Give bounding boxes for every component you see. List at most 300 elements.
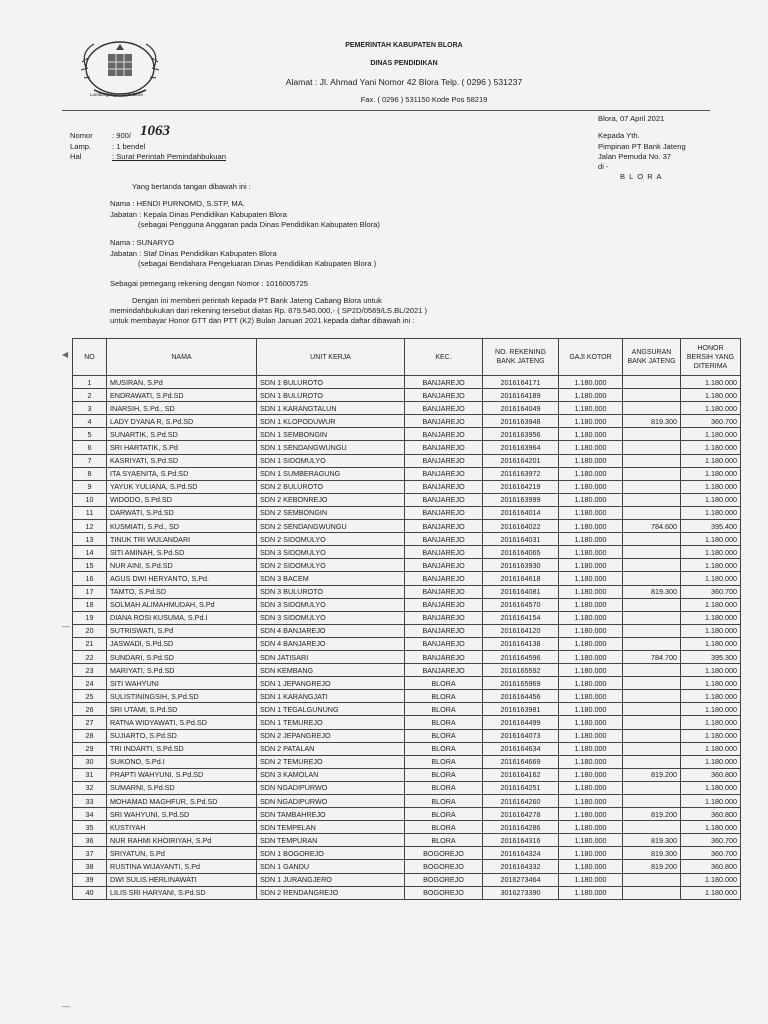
cell-nama: TINUK TRI WULANDARI — [107, 533, 257, 546]
cell-rekening: 2016163964 — [483, 441, 559, 454]
cell-kec: BANJAREJO — [405, 611, 483, 624]
cell-gaji-kotor: 1.180.000 — [559, 755, 623, 768]
cell-no: 31 — [73, 768, 107, 781]
table-row — [73, 690, 741, 703]
cell-honor-bersih: 1.180.000 — [681, 546, 741, 559]
cell-no: 36 — [73, 834, 107, 847]
logo-motto: Lumbung Jaya Bumi Blora — [90, 92, 143, 97]
cell-honor-bersih: 1.180.000 — [681, 467, 741, 480]
cell-honor-bersih: 1.180.000 — [681, 781, 741, 794]
cell-nama: DIANA ROSI KUSUMA, S.Pd.I — [107, 611, 257, 624]
cell-rekening: 2016164456 — [483, 690, 559, 703]
cell-gaji-kotor: 1.180.000 — [559, 506, 623, 519]
cell-rekening: 2016164669 — [483, 755, 559, 768]
cell-kec: BLORA — [405, 834, 483, 847]
cell-rekening: 2016163972 — [483, 467, 559, 480]
table-header-row — [73, 339, 741, 376]
signer1-name: Nama : HENDI PURNOMO, S.STP, MA. — [110, 199, 245, 208]
table-row — [73, 860, 741, 873]
cell-no: 39 — [73, 873, 107, 886]
cell-nama: SUMARNI, S.Pd.SD — [107, 781, 257, 794]
cell-gaji-kotor: 1.180.000 — [559, 834, 623, 847]
recipient-line-1: Kepada Yth. — [598, 131, 640, 140]
body-line-1: Dengan ini memberi perintah kepada PT Bank Jateng Cabang Blora untuk — [132, 296, 382, 305]
cell-unit-kerja: SDN 1 TEGALGUNUNG — [257, 703, 405, 716]
cell-rekening: 2016164171 — [483, 376, 559, 389]
cell-unit-kerja: SDN 2 TEMUREJO — [257, 755, 405, 768]
cell-gaji-kotor: 1.180.000 — [559, 467, 623, 480]
cell-nama: SUTRISWATI, S.Pd — [107, 624, 257, 637]
cell-rekening: 2016164219 — [483, 480, 559, 493]
cell-kec: BANJAREJO — [405, 480, 483, 493]
cell-no: 8 — [73, 467, 107, 480]
cell-kec: BANJAREJO — [405, 402, 483, 415]
cell-angsuran — [623, 480, 681, 493]
cell-kec: BLORA — [405, 703, 483, 716]
cell-kec: BANJAREJO — [405, 441, 483, 454]
cell-nama: WIDODO, S.Pd.SD — [107, 493, 257, 506]
cell-no: 15 — [73, 559, 107, 572]
cell-honor-bersih: 1.180.000 — [681, 533, 741, 546]
cell-rekening: 2016164162 — [483, 768, 559, 781]
cell-unit-kerja: SDN 1 KLOPODUWUR — [257, 415, 405, 428]
cell-no: 30 — [73, 755, 107, 768]
cell-angsuran — [623, 821, 681, 834]
table-row — [73, 546, 741, 559]
cell-no: 17 — [73, 585, 107, 598]
cell-unit-kerja: SDN 1 KARANGJATI — [257, 690, 405, 703]
cell-angsuran: 819.300 — [623, 847, 681, 860]
cell-rekening: 2016164081 — [483, 585, 559, 598]
cell-gaji-kotor: 1.180.000 — [559, 559, 623, 572]
table-row — [73, 441, 741, 454]
cell-honor-bersih: 1.180.000 — [681, 572, 741, 585]
cell-nama: KASRIYATI, S.Pd.SD — [107, 454, 257, 467]
cell-nama: TRI INDARTI, S.Pd.SD — [107, 742, 257, 755]
cell-rekening: 2016164332 — [483, 860, 559, 873]
recipient-line-2: Pimpinan PT Bank Jateng — [598, 142, 686, 151]
cell-nama: SRI UTAMI, S.Pd.SD — [107, 703, 257, 716]
cell-rekening: 2016164634 — [483, 742, 559, 755]
table-row — [73, 402, 741, 415]
cell-nama: DWI SULIS HERLINAWATI — [107, 873, 257, 886]
cell-honor-bersih: 1.180.000 — [681, 703, 741, 716]
cell-nama: SRIYATUN, S.Pd — [107, 847, 257, 860]
cell-honor-bersih: 1.180.000 — [681, 690, 741, 703]
cell-honor-bersih: 1.180.000 — [681, 664, 741, 677]
cell-no: 38 — [73, 860, 107, 873]
cell-kec: BLORA — [405, 716, 483, 729]
cell-kec: BANJAREJO — [405, 454, 483, 467]
cell-no: 7 — [73, 454, 107, 467]
cell-nama: TAMTO, S.Pd.SD — [107, 585, 257, 598]
cell-rekening: 2016163930 — [483, 559, 559, 572]
cell-angsuran — [623, 690, 681, 703]
cell-honor-bersih: 360.800 — [681, 768, 741, 781]
recipient-line-4: di - — [598, 162, 609, 171]
office-name: DINAS PENDIDIKAN — [370, 60, 438, 67]
cell-unit-kerja: SDN NGADIPURWO — [257, 795, 405, 808]
cell-rekening: 2016165592 — [483, 664, 559, 677]
table-row — [73, 493, 741, 506]
cell-kec: BANJAREJO — [405, 637, 483, 650]
cell-gaji-kotor: 1.180.000 — [559, 768, 623, 781]
col-angsuran: ANGSURAN BANK JATENG — [623, 339, 681, 376]
table-row — [73, 834, 741, 847]
cell-rekening: 2016163999 — [483, 493, 559, 506]
cell-honor-bersih: 1.180.000 — [681, 716, 741, 729]
cell-honor-bersih: 1.180.000 — [681, 886, 741, 899]
cell-nama: MARIYATI, S.Pd.SD — [107, 664, 257, 677]
cell-unit-kerja: SDN 1 BOGOREJO — [257, 847, 405, 860]
table-row — [73, 559, 741, 572]
cell-angsuran — [623, 716, 681, 729]
cell-honor-bersih: 360.700 — [681, 415, 741, 428]
cell-unit-kerja: SDN JATISARI — [257, 650, 405, 663]
table-row — [73, 716, 741, 729]
cell-rekening: 2016164316 — [483, 834, 559, 847]
table-row — [73, 664, 741, 677]
cell-honor-bersih: 1.180.000 — [681, 624, 741, 637]
cell-kec: BOGOREJO — [405, 886, 483, 899]
cell-angsuran — [623, 467, 681, 480]
cell-nama: SITI WAHYUNI — [107, 677, 257, 690]
col-gaji-kotor: GAJI KOTOR — [559, 339, 623, 376]
cell-angsuran — [623, 441, 681, 454]
table-row — [73, 808, 741, 821]
cell-kec: BOGOREJO — [405, 847, 483, 860]
cell-no: 14 — [73, 546, 107, 559]
nomor-label: Nomor — [70, 131, 93, 140]
cell-unit-kerja: SDN 1 SENDANGWUNGU — [257, 441, 405, 454]
table-row — [73, 572, 741, 585]
cell-gaji-kotor: 1.180.000 — [559, 402, 623, 415]
office-address: Alamat : Jl. Ahmad Yani Nomor 42 Blora Telp. ( 0296 ) 531237 — [285, 77, 523, 87]
cell-nama: SUNARTIK, S.Pd.SD — [107, 428, 257, 441]
office-fax: Fax. ( 0296 ) 531150 Kode Pos 58219 — [360, 95, 488, 104]
cell-gaji-kotor: 1.180.000 — [559, 415, 623, 428]
cell-kec: BANJAREJO — [405, 376, 483, 389]
cell-unit-kerja: SDN 1 SUMBERAGUNG — [257, 467, 405, 480]
cell-honor-bersih: 1.180.000 — [681, 376, 741, 389]
cell-honor-bersih: 1.180.000 — [681, 428, 741, 441]
cell-kec: BANJAREJO — [405, 585, 483, 598]
cell-honor-bersih: 1.180.000 — [681, 611, 741, 624]
table-row — [73, 624, 741, 637]
cell-angsuran — [623, 781, 681, 794]
col-no: NO — [73, 339, 107, 376]
cell-unit-kerja: SDN 1 SIDOMULYO — [257, 454, 405, 467]
cell-gaji-kotor: 1.180.000 — [559, 821, 623, 834]
cell-angsuran — [623, 886, 681, 899]
cell-honor-bersih: 1.180.000 — [681, 873, 741, 886]
cell-rekening: 2016164073 — [483, 729, 559, 742]
table-row — [73, 598, 741, 611]
cell-gaji-kotor: 1.180.000 — [559, 572, 623, 585]
cell-rekening: 3016273390 — [483, 886, 559, 899]
table-row — [73, 755, 741, 768]
cell-unit-kerja: SDN 2 SENDANGWUNGU — [257, 520, 405, 533]
cell-kec: BANJAREJO — [405, 546, 483, 559]
cell-kec: BLORA — [405, 677, 483, 690]
col-kec: KEC. — [405, 339, 483, 376]
cell-kec: BANJAREJO — [405, 664, 483, 677]
cell-unit-kerja: SDN 3 KAMOLAN — [257, 768, 405, 781]
cell-gaji-kotor: 1.180.000 — [559, 585, 623, 598]
cell-rekening: 2016164324 — [483, 847, 559, 860]
cell-nama: INARSIH, S.Pd., SD — [107, 402, 257, 415]
cell-nama: SUNDARI, S.Pd.SD — [107, 650, 257, 663]
cell-gaji-kotor: 1.180.000 — [559, 690, 623, 703]
cell-unit-kerja: SDN 1 GANDU — [257, 860, 405, 873]
cell-gaji-kotor: 1.180.000 — [559, 598, 623, 611]
cell-rekening: 2016164189 — [483, 389, 559, 402]
table-row — [73, 742, 741, 755]
cell-honor-bersih: 1.180.000 — [681, 677, 741, 690]
table-row — [73, 650, 741, 663]
cell-rekening: 2016164120 — [483, 624, 559, 637]
cell-kec: BLORA — [405, 821, 483, 834]
cell-honor-bersih: 1.180.000 — [681, 742, 741, 755]
recipient-line-3: Jalan Pemuda No. 37 — [598, 152, 672, 161]
cell-unit-kerja: SDN 2 JEPANGREJO — [257, 729, 405, 742]
cell-honor-bersih: 1.180.000 — [681, 441, 741, 454]
cell-honor-bersih: 1.180.000 — [681, 598, 741, 611]
cell-angsuran — [623, 795, 681, 808]
table-row — [73, 454, 741, 467]
table-row — [73, 781, 741, 794]
cell-unit-kerja: SDN 3 BULUROTO — [257, 585, 405, 598]
cell-gaji-kotor: 1.180.000 — [559, 376, 623, 389]
cell-no: 16 — [73, 572, 107, 585]
cell-unit-kerja: SDN 3 SIDOMULYO — [257, 598, 405, 611]
cell-no: 29 — [73, 742, 107, 755]
cell-gaji-kotor: 1.180.000 — [559, 546, 623, 559]
cell-no: 37 — [73, 847, 107, 860]
cell-gaji-kotor: 1.180.000 — [559, 808, 623, 821]
cell-kec: BOGOREJO — [405, 860, 483, 873]
cell-angsuran — [623, 742, 681, 755]
cell-kec: BANJAREJO — [405, 389, 483, 402]
cell-angsuran — [623, 611, 681, 624]
nomor-value: : 900/ — [112, 131, 131, 140]
cell-no: 34 — [73, 808, 107, 821]
cell-unit-kerja: SDN 1 TEMUREJO — [257, 716, 405, 729]
table-row — [73, 847, 741, 860]
cell-rekening: 2016163956 — [483, 428, 559, 441]
table-row — [73, 467, 741, 480]
recipient-city: B L O R A — [620, 172, 663, 181]
cell-angsuran: 784.600 — [623, 520, 681, 533]
cell-honor-bersih: 360.700 — [681, 585, 741, 598]
hal-label: Hal — [70, 152, 82, 161]
cell-no: 3 — [73, 402, 107, 415]
cell-rekening: 2016164065 — [483, 546, 559, 559]
cell-angsuran — [623, 624, 681, 637]
cell-no: 20 — [73, 624, 107, 637]
payment-table — [72, 338, 741, 900]
cell-rekening: 2016164499 — [483, 716, 559, 729]
cell-kec: BANJAREJO — [405, 415, 483, 428]
cell-gaji-kotor: 1.180.000 — [559, 729, 623, 742]
cell-angsuran — [623, 389, 681, 402]
cell-unit-kerja: SDN 1 SEMBONGIN — [257, 428, 405, 441]
hal-value: : Surat Perintah Pemindahbukuan — [112, 152, 226, 161]
cell-angsuran — [623, 755, 681, 768]
cell-rekening: 2016165969 — [483, 677, 559, 690]
table-row — [73, 677, 741, 690]
table-row — [73, 428, 741, 441]
cell-nama: SUJIARTO, S.Pd.SD — [107, 729, 257, 742]
cell-no: 6 — [73, 441, 107, 454]
cell-kec: BANJAREJO — [405, 506, 483, 519]
cell-gaji-kotor: 1.180.000 — [559, 533, 623, 546]
cell-gaji-kotor: 1.180.000 — [559, 428, 623, 441]
cell-kec: BANJAREJO — [405, 467, 483, 480]
cell-gaji-kotor: 1.180.000 — [559, 664, 623, 677]
cell-gaji-kotor: 1.180.000 — [559, 781, 623, 794]
cell-no: 12 — [73, 520, 107, 533]
cell-angsuran — [623, 572, 681, 585]
cell-nama: SUKONO, S.Pd.I — [107, 755, 257, 768]
col-honor-bersih: HONOR BERSIH YANG DITERIMA — [681, 339, 741, 376]
cell-angsuran — [623, 729, 681, 742]
cell-no: 27 — [73, 716, 107, 729]
cell-honor-bersih: 1.180.000 — [681, 454, 741, 467]
cell-nama: LADY DYANA R, S.Pd.SD — [107, 415, 257, 428]
cell-gaji-kotor: 1.180.000 — [559, 742, 623, 755]
cell-rekening: 2016164251 — [483, 781, 559, 794]
cell-angsuran — [623, 376, 681, 389]
cell-kec: BLORA — [405, 795, 483, 808]
cell-honor-bersih: 1.180.000 — [681, 795, 741, 808]
cell-nama: KUSMIATI, S.Pd., SD — [107, 520, 257, 533]
cell-no: 22 — [73, 650, 107, 663]
cell-gaji-kotor: 1.180.000 — [559, 441, 623, 454]
cell-kec: BOGOREJO — [405, 873, 483, 886]
cell-angsuran — [623, 677, 681, 690]
cell-no: 33 — [73, 795, 107, 808]
cell-unit-kerja: SDN 2 KEBONREJO — [257, 493, 405, 506]
cell-angsuran: 784.700 — [623, 650, 681, 663]
cell-angsuran — [623, 559, 681, 572]
body-line-2: memindahbukukan dari rekening tersebut diatas Rp. 879.540.000,- ( SP2D/0569/LS.BL/2021 ) — [110, 306, 428, 315]
cell-gaji-kotor: 1.180.000 — [559, 860, 623, 873]
cell-nama: ITA SYAENITA, S.Pd.SD — [107, 467, 257, 480]
intro-text: Yang bertanda tangan dibawah ini : — [132, 182, 251, 191]
signer2-role: (sebagai Bendahara Pengeluaran Dinas Pendidikan Kabupaten Blora ) — [138, 259, 377, 268]
cell-no: 24 — [73, 677, 107, 690]
cell-angsuran — [623, 873, 681, 886]
cell-gaji-kotor: 1.180.000 — [559, 454, 623, 467]
cell-honor-bersih: 1.180.000 — [681, 729, 741, 742]
gov-name: PEMERINTAH KABUPATEN BLORA — [345, 42, 463, 49]
cell-gaji-kotor: 1.180.000 — [559, 716, 623, 729]
cell-kec: BLORA — [405, 729, 483, 742]
cell-no: 11 — [73, 506, 107, 519]
cell-rekening: 2016163981 — [483, 703, 559, 716]
cell-no: 21 — [73, 637, 107, 650]
cell-gaji-kotor: 1.180.000 — [559, 886, 623, 899]
cell-unit-kerja: SDN 2 SIDOMULYO — [257, 559, 405, 572]
cell-gaji-kotor: 1.180.000 — [559, 650, 623, 663]
cell-nama: DARWATI, S.Pd.SD — [107, 506, 257, 519]
cell-unit-kerja: SDN 1 BULUROTO — [257, 376, 405, 389]
cell-rekening: 2016164031 — [483, 533, 559, 546]
cell-nama: SOLMAH ALIMAHMUDAH, S.Pd — [107, 598, 257, 611]
cell-no: 18 — [73, 598, 107, 611]
cell-rekening: 2016164138 — [483, 637, 559, 650]
cell-honor-bersih: 360.700 — [681, 847, 741, 860]
cell-honor-bersih: 395.400 — [681, 520, 741, 533]
cell-kec: BLORA — [405, 742, 483, 755]
cell-unit-kerja: SDN 2 BULUROTO — [257, 480, 405, 493]
cell-kec: BANJAREJO — [405, 598, 483, 611]
signer1-role: (sebagai Pengguna Anggaran pada Dinas Pendidikan Kabupaten Blora) — [138, 220, 380, 229]
cell-nama: NUR AINI, S.Pd.SD — [107, 559, 257, 572]
cell-kec: BANJAREJO — [405, 493, 483, 506]
cell-angsuran: 819.300 — [623, 834, 681, 847]
cell-honor-bersih: 1.180.000 — [681, 480, 741, 493]
cell-honor-bersih: 1.180.000 — [681, 506, 741, 519]
cell-angsuran: 819.200 — [623, 860, 681, 873]
cell-gaji-kotor: 1.180.000 — [559, 493, 623, 506]
cell-angsuran — [623, 637, 681, 650]
cell-no: 1 — [73, 376, 107, 389]
cell-nama: RATNA WIDYAWATI, S.Pd.SD — [107, 716, 257, 729]
cell-kec: BANJAREJO — [405, 533, 483, 546]
table-row — [73, 703, 741, 716]
table-row — [73, 886, 741, 899]
cell-nama: AGUS DWI HERYANTO, S.Pd. — [107, 572, 257, 585]
cell-rekening: 2016164049 — [483, 402, 559, 415]
cell-rekening: 2016164201 — [483, 454, 559, 467]
table-row — [73, 376, 741, 389]
cell-unit-kerja: SDN 3 BACEM — [257, 572, 405, 585]
table-row — [73, 480, 741, 493]
cell-unit-kerja: SDN 1 BULUROTO — [257, 389, 405, 402]
margin-mark-arrow: ◀ — [62, 350, 69, 359]
cell-unit-kerja: SDN 1 JEPANGREJO — [257, 677, 405, 690]
cell-unit-kerja: SDN KEMBANG — [257, 664, 405, 677]
cell-angsuran — [623, 428, 681, 441]
cell-rekening: 2016164014 — [483, 506, 559, 519]
cell-nama: SRI HARTATIK, S.Pd — [107, 441, 257, 454]
cell-no: 26 — [73, 703, 107, 716]
kop-divider — [62, 110, 710, 111]
cell-angsuran — [623, 493, 681, 506]
table-row — [73, 533, 741, 546]
cell-angsuran — [623, 546, 681, 559]
cell-honor-bersih: 360.800 — [681, 860, 741, 873]
cell-nama: PRAPTI WAHYUNI, S.Pd.SD — [107, 768, 257, 781]
table-row — [73, 729, 741, 742]
table-row — [73, 506, 741, 519]
cell-gaji-kotor: 1.180.000 — [559, 795, 623, 808]
cell-nama: MUSIRAN, S.Pd — [107, 376, 257, 389]
cell-gaji-kotor: 1.180.000 — [559, 677, 623, 690]
cell-angsuran — [623, 402, 681, 415]
cell-no: 28 — [73, 729, 107, 742]
cell-no: 5 — [73, 428, 107, 441]
cell-rekening: 2016163948 — [483, 415, 559, 428]
cell-nama: KUSTIYAH — [107, 821, 257, 834]
cell-nama: SRI WAHYUNI, S.Pd.SD — [107, 808, 257, 821]
cell-unit-kerja: SDN 2 PATALAN — [257, 742, 405, 755]
body-line-3: untuk membayar Honor GTT dan PTT (K2) Bulan Januari 2021 kepada daftar dibawah ini : — [110, 316, 415, 325]
signer1-position: Jabatan : Kepala Dinas Pendidikan Kabupaten Blora — [110, 210, 287, 219]
cell-no: 25 — [73, 690, 107, 703]
